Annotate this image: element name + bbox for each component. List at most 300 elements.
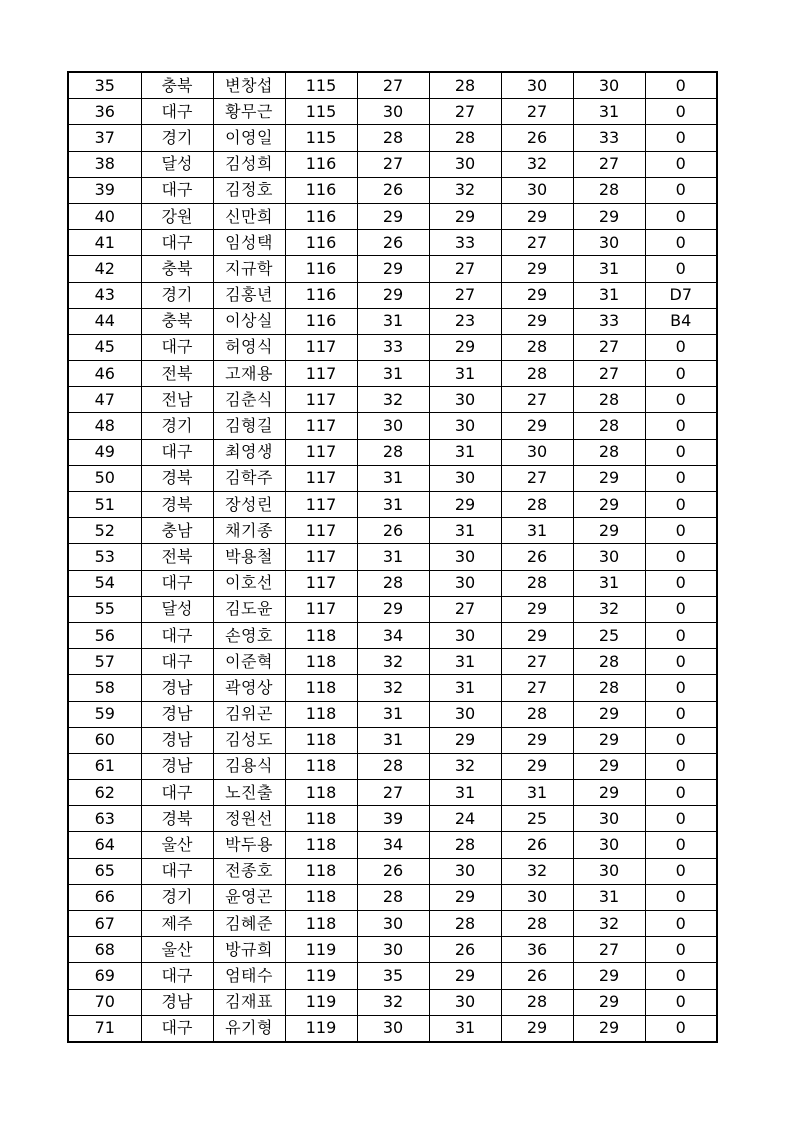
round2-cell: 30 xyxy=(429,413,501,439)
table-row xyxy=(68,963,717,989)
note-cell: 0 xyxy=(645,125,717,151)
round3-cell: 29 xyxy=(501,622,573,648)
table-row xyxy=(68,832,717,858)
rank-cell: 45 xyxy=(68,334,141,360)
round1-cell: 26 xyxy=(357,518,429,544)
rank-cell: 66 xyxy=(68,884,141,910)
region-cell: 충북 xyxy=(141,256,213,282)
table-row xyxy=(68,439,717,465)
table-row xyxy=(68,989,717,1015)
round3-cell: 28 xyxy=(501,701,573,727)
rank-cell: 61 xyxy=(68,753,141,779)
round4-cell: 29 xyxy=(573,989,645,1015)
total-cell: 117 xyxy=(285,413,357,439)
total-cell: 118 xyxy=(285,753,357,779)
table-row xyxy=(68,361,717,387)
round1-cell: 30 xyxy=(357,937,429,963)
note-cell: 0 xyxy=(645,334,717,360)
region-cell: 대구 xyxy=(141,570,213,596)
total-cell: 116 xyxy=(285,308,357,334)
round2-cell: 28 xyxy=(429,72,501,99)
total-cell: 117 xyxy=(285,492,357,518)
note-cell: 0 xyxy=(645,989,717,1015)
round3-cell: 27 xyxy=(501,230,573,256)
table-row xyxy=(68,99,717,125)
name-cell: 김형길 xyxy=(213,413,285,439)
region-cell: 경북 xyxy=(141,806,213,832)
round4-cell: 32 xyxy=(573,911,645,937)
name-cell: 이호선 xyxy=(213,570,285,596)
round2-cell: 31 xyxy=(429,518,501,544)
region-cell: 울산 xyxy=(141,937,213,963)
table-row xyxy=(68,596,717,622)
name-cell: 김성도 xyxy=(213,727,285,753)
round1-cell: 27 xyxy=(357,780,429,806)
round4-cell: 28 xyxy=(573,439,645,465)
table-row xyxy=(68,308,717,334)
table-row xyxy=(68,282,717,308)
region-cell: 충북 xyxy=(141,308,213,334)
round3-cell: 28 xyxy=(501,492,573,518)
name-cell: 임성택 xyxy=(213,230,285,256)
rank-cell: 38 xyxy=(68,151,141,177)
rank-cell: 57 xyxy=(68,649,141,675)
round1-cell: 32 xyxy=(357,387,429,413)
region-cell: 대구 xyxy=(141,780,213,806)
region-cell: 경기 xyxy=(141,125,213,151)
name-cell: 박두용 xyxy=(213,832,285,858)
total-cell: 119 xyxy=(285,937,357,963)
round1-cell: 28 xyxy=(357,884,429,910)
round4-cell: 30 xyxy=(573,832,645,858)
round1-cell: 32 xyxy=(357,675,429,701)
round2-cell: 30 xyxy=(429,570,501,596)
round3-cell: 27 xyxy=(501,387,573,413)
name-cell: 유기형 xyxy=(213,1015,285,1042)
round4-cell: 29 xyxy=(573,963,645,989)
round1-cell: 29 xyxy=(357,256,429,282)
round2-cell: 31 xyxy=(429,675,501,701)
table-row xyxy=(68,465,717,491)
region-cell: 경기 xyxy=(141,413,213,439)
total-cell: 118 xyxy=(285,884,357,910)
region-cell: 대구 xyxy=(141,1015,213,1042)
total-cell: 118 xyxy=(285,806,357,832)
total-cell: 117 xyxy=(285,465,357,491)
round4-cell: 29 xyxy=(573,780,645,806)
round2-cell: 29 xyxy=(429,334,501,360)
round3-cell: 29 xyxy=(501,596,573,622)
round3-cell: 28 xyxy=(501,911,573,937)
name-cell: 김홍년 xyxy=(213,282,285,308)
region-cell: 경남 xyxy=(141,753,213,779)
round4-cell: 28 xyxy=(573,387,645,413)
table-row xyxy=(68,701,717,727)
round1-cell: 30 xyxy=(357,99,429,125)
round2-cell: 33 xyxy=(429,230,501,256)
region-cell: 전북 xyxy=(141,361,213,387)
total-cell: 118 xyxy=(285,858,357,884)
table-row xyxy=(68,492,717,518)
table-row xyxy=(68,858,717,884)
region-cell: 제주 xyxy=(141,911,213,937)
table-row xyxy=(68,72,717,99)
rank-cell: 46 xyxy=(68,361,141,387)
total-cell: 115 xyxy=(285,72,357,99)
region-cell: 대구 xyxy=(141,622,213,648)
round4-cell: 29 xyxy=(573,465,645,491)
rank-cell: 59 xyxy=(68,701,141,727)
round1-cell: 33 xyxy=(357,334,429,360)
rank-cell: 41 xyxy=(68,230,141,256)
round4-cell: 27 xyxy=(573,151,645,177)
table-row xyxy=(68,727,717,753)
name-cell: 김성희 xyxy=(213,151,285,177)
region-cell: 경남 xyxy=(141,727,213,753)
round4-cell: 30 xyxy=(573,230,645,256)
total-cell: 118 xyxy=(285,911,357,937)
region-cell: 전남 xyxy=(141,387,213,413)
round4-cell: 31 xyxy=(573,99,645,125)
table-row xyxy=(68,334,717,360)
round3-cell: 29 xyxy=(501,203,573,229)
rank-cell: 53 xyxy=(68,544,141,570)
region-cell: 경기 xyxy=(141,282,213,308)
table-row xyxy=(68,911,717,937)
name-cell: 김혜준 xyxy=(213,911,285,937)
rank-cell: 50 xyxy=(68,465,141,491)
round4-cell: 29 xyxy=(573,1015,645,1042)
rank-cell: 67 xyxy=(68,911,141,937)
round4-cell: 32 xyxy=(573,596,645,622)
round3-cell: 29 xyxy=(501,282,573,308)
round3-cell: 32 xyxy=(501,858,573,884)
round3-cell: 27 xyxy=(501,99,573,125)
region-cell: 대구 xyxy=(141,649,213,675)
note-cell: 0 xyxy=(645,570,717,596)
table-row xyxy=(68,518,717,544)
round2-cell: 32 xyxy=(429,753,501,779)
rank-cell: 42 xyxy=(68,256,141,282)
round2-cell: 31 xyxy=(429,361,501,387)
region-cell: 경북 xyxy=(141,492,213,518)
name-cell: 노진출 xyxy=(213,780,285,806)
note-cell: 0 xyxy=(645,387,717,413)
region-cell: 전북 xyxy=(141,544,213,570)
round2-cell: 30 xyxy=(429,622,501,648)
round1-cell: 30 xyxy=(357,413,429,439)
name-cell: 김정호 xyxy=(213,177,285,203)
round3-cell: 29 xyxy=(501,308,573,334)
note-cell: 0 xyxy=(645,518,717,544)
round2-cell: 31 xyxy=(429,780,501,806)
round1-cell: 29 xyxy=(357,596,429,622)
note-cell: 0 xyxy=(645,858,717,884)
round1-cell: 28 xyxy=(357,439,429,465)
round3-cell: 36 xyxy=(501,937,573,963)
table-row xyxy=(68,622,717,648)
rank-cell: 64 xyxy=(68,832,141,858)
name-cell: 지규학 xyxy=(213,256,285,282)
note-cell: 0 xyxy=(645,72,717,99)
round3-cell: 29 xyxy=(501,256,573,282)
round4-cell: 29 xyxy=(573,518,645,544)
name-cell: 이준혁 xyxy=(213,649,285,675)
round2-cell: 26 xyxy=(429,937,501,963)
round1-cell: 26 xyxy=(357,177,429,203)
rank-cell: 40 xyxy=(68,203,141,229)
round1-cell: 31 xyxy=(357,361,429,387)
total-cell: 116 xyxy=(285,203,357,229)
rank-cell: 56 xyxy=(68,622,141,648)
round2-cell: 32 xyxy=(429,177,501,203)
note-cell: 0 xyxy=(645,753,717,779)
note-cell: 0 xyxy=(645,492,717,518)
score-table xyxy=(67,71,718,1043)
round3-cell: 31 xyxy=(501,780,573,806)
round2-cell: 31 xyxy=(429,1015,501,1042)
total-cell: 117 xyxy=(285,387,357,413)
round2-cell: 27 xyxy=(429,99,501,125)
round4-cell: 30 xyxy=(573,858,645,884)
rank-cell: 70 xyxy=(68,989,141,1015)
round2-cell: 27 xyxy=(429,282,501,308)
total-cell: 117 xyxy=(285,439,357,465)
rank-cell: 55 xyxy=(68,596,141,622)
round2-cell: 28 xyxy=(429,125,501,151)
round4-cell: 29 xyxy=(573,701,645,727)
note-cell: 0 xyxy=(645,256,717,282)
round4-cell: 25 xyxy=(573,622,645,648)
rank-cell: 69 xyxy=(68,963,141,989)
round4-cell: 29 xyxy=(573,203,645,229)
table-row xyxy=(68,387,717,413)
round3-cell: 32 xyxy=(501,151,573,177)
round1-cell: 31 xyxy=(357,544,429,570)
round3-cell: 26 xyxy=(501,832,573,858)
total-cell: 119 xyxy=(285,989,357,1015)
table-row xyxy=(68,570,717,596)
name-cell: 허영식 xyxy=(213,334,285,360)
round4-cell: 27 xyxy=(573,334,645,360)
table-row xyxy=(68,256,717,282)
total-cell: 117 xyxy=(285,544,357,570)
round4-cell: 29 xyxy=(573,727,645,753)
name-cell: 김학주 xyxy=(213,465,285,491)
round2-cell: 27 xyxy=(429,256,501,282)
name-cell: 방규희 xyxy=(213,937,285,963)
note-cell: 0 xyxy=(645,177,717,203)
round1-cell: 28 xyxy=(357,125,429,151)
total-cell: 115 xyxy=(285,125,357,151)
region-cell: 충북 xyxy=(141,72,213,99)
round3-cell: 25 xyxy=(501,806,573,832)
name-cell: 채기종 xyxy=(213,518,285,544)
round1-cell: 31 xyxy=(357,308,429,334)
name-cell: 엄태수 xyxy=(213,963,285,989)
round4-cell: 29 xyxy=(573,753,645,779)
round3-cell: 29 xyxy=(501,1015,573,1042)
region-cell: 대구 xyxy=(141,858,213,884)
table-row xyxy=(68,203,717,229)
round1-cell: 35 xyxy=(357,963,429,989)
round3-cell: 29 xyxy=(501,727,573,753)
region-cell: 달성 xyxy=(141,596,213,622)
region-cell: 강원 xyxy=(141,203,213,229)
round3-cell: 27 xyxy=(501,649,573,675)
name-cell: 윤영곤 xyxy=(213,884,285,910)
region-cell: 대구 xyxy=(141,439,213,465)
round3-cell: 29 xyxy=(501,753,573,779)
region-cell: 대구 xyxy=(141,230,213,256)
rank-cell: 62 xyxy=(68,780,141,806)
total-cell: 116 xyxy=(285,282,357,308)
table-row xyxy=(68,1015,717,1042)
round2-cell: 30 xyxy=(429,858,501,884)
name-cell: 장성린 xyxy=(213,492,285,518)
round2-cell: 29 xyxy=(429,884,501,910)
round4-cell: 27 xyxy=(573,937,645,963)
rank-cell: 71 xyxy=(68,1015,141,1042)
total-cell: 118 xyxy=(285,649,357,675)
round1-cell: 31 xyxy=(357,701,429,727)
table-row xyxy=(68,151,717,177)
table-row xyxy=(68,649,717,675)
total-cell: 116 xyxy=(285,230,357,256)
round4-cell: 31 xyxy=(573,570,645,596)
note-cell: 0 xyxy=(645,832,717,858)
round3-cell: 30 xyxy=(501,177,573,203)
total-cell: 119 xyxy=(285,963,357,989)
note-cell: 0 xyxy=(645,649,717,675)
round2-cell: 24 xyxy=(429,806,501,832)
round2-cell: 28 xyxy=(429,832,501,858)
name-cell: 고재용 xyxy=(213,361,285,387)
region-cell: 경북 xyxy=(141,465,213,491)
rank-cell: 47 xyxy=(68,387,141,413)
round3-cell: 31 xyxy=(501,518,573,544)
region-cell: 울산 xyxy=(141,832,213,858)
rank-cell: 51 xyxy=(68,492,141,518)
table-row xyxy=(68,937,717,963)
total-cell: 117 xyxy=(285,334,357,360)
rank-cell: 49 xyxy=(68,439,141,465)
total-cell: 116 xyxy=(285,177,357,203)
region-cell: 경기 xyxy=(141,884,213,910)
name-cell: 전종호 xyxy=(213,858,285,884)
total-cell: 118 xyxy=(285,727,357,753)
round3-cell: 27 xyxy=(501,675,573,701)
round3-cell: 28 xyxy=(501,334,573,360)
round2-cell: 30 xyxy=(429,151,501,177)
round4-cell: 28 xyxy=(573,649,645,675)
round2-cell: 30 xyxy=(429,544,501,570)
total-cell: 116 xyxy=(285,256,357,282)
round4-cell: 31 xyxy=(573,884,645,910)
name-cell: 손영호 xyxy=(213,622,285,648)
round2-cell: 29 xyxy=(429,727,501,753)
region-cell: 대구 xyxy=(141,99,213,125)
round4-cell: 30 xyxy=(573,544,645,570)
round1-cell: 31 xyxy=(357,727,429,753)
note-cell: 0 xyxy=(645,806,717,832)
note-cell: 0 xyxy=(645,151,717,177)
region-cell: 달성 xyxy=(141,151,213,177)
name-cell: 최영생 xyxy=(213,439,285,465)
name-cell: 곽영상 xyxy=(213,675,285,701)
note-cell: 0 xyxy=(645,701,717,727)
round1-cell: 26 xyxy=(357,230,429,256)
rank-cell: 39 xyxy=(68,177,141,203)
note-cell: 0 xyxy=(645,99,717,125)
rank-cell: 54 xyxy=(68,570,141,596)
round3-cell: 30 xyxy=(501,884,573,910)
note-cell: 0 xyxy=(645,361,717,387)
round4-cell: 29 xyxy=(573,492,645,518)
region-cell: 대구 xyxy=(141,963,213,989)
rank-cell: 48 xyxy=(68,413,141,439)
name-cell: 변창섭 xyxy=(213,72,285,99)
rank-cell: 36 xyxy=(68,99,141,125)
table-row xyxy=(68,884,717,910)
total-cell: 115 xyxy=(285,99,357,125)
name-cell: 정원선 xyxy=(213,806,285,832)
name-cell: 이상실 xyxy=(213,308,285,334)
round2-cell: 31 xyxy=(429,649,501,675)
round2-cell: 27 xyxy=(429,596,501,622)
round1-cell: 32 xyxy=(357,649,429,675)
note-cell: 0 xyxy=(645,544,717,570)
rank-cell: 60 xyxy=(68,727,141,753)
table-row xyxy=(68,806,717,832)
total-cell: 118 xyxy=(285,832,357,858)
table-row xyxy=(68,413,717,439)
total-cell: 117 xyxy=(285,570,357,596)
name-cell: 황무근 xyxy=(213,99,285,125)
note-cell: D7 xyxy=(645,282,717,308)
round3-cell: 26 xyxy=(501,963,573,989)
round1-cell: 32 xyxy=(357,989,429,1015)
name-cell: 김재표 xyxy=(213,989,285,1015)
round1-cell: 29 xyxy=(357,203,429,229)
round3-cell: 26 xyxy=(501,544,573,570)
total-cell: 117 xyxy=(285,518,357,544)
table-row xyxy=(68,675,717,701)
note-cell: 0 xyxy=(645,596,717,622)
name-cell: 신만희 xyxy=(213,203,285,229)
round4-cell: 33 xyxy=(573,125,645,151)
round2-cell: 29 xyxy=(429,963,501,989)
note-cell: 0 xyxy=(645,780,717,806)
note-cell: B4 xyxy=(645,308,717,334)
round2-cell: 30 xyxy=(429,387,501,413)
round4-cell: 33 xyxy=(573,308,645,334)
table-row xyxy=(68,544,717,570)
round3-cell: 27 xyxy=(501,465,573,491)
round3-cell: 29 xyxy=(501,413,573,439)
total-cell: 117 xyxy=(285,361,357,387)
round1-cell: 34 xyxy=(357,832,429,858)
note-cell: 0 xyxy=(645,203,717,229)
round2-cell: 30 xyxy=(429,465,501,491)
rank-cell: 37 xyxy=(68,125,141,151)
name-cell: 이영일 xyxy=(213,125,285,151)
round1-cell: 27 xyxy=(357,151,429,177)
rank-cell: 52 xyxy=(68,518,141,544)
round4-cell: 30 xyxy=(573,72,645,99)
round4-cell: 31 xyxy=(573,282,645,308)
round2-cell: 30 xyxy=(429,989,501,1015)
